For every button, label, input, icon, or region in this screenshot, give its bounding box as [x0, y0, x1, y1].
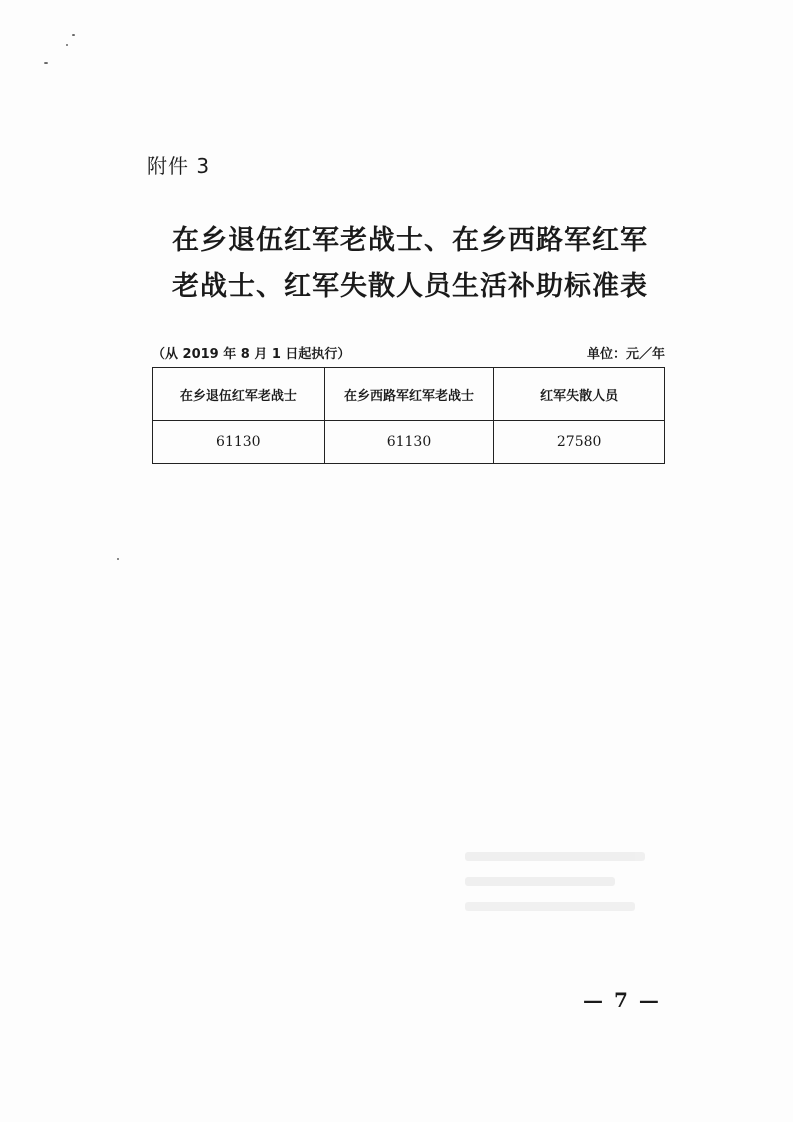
table-row	[153, 421, 665, 464]
scan-speck	[44, 62, 48, 64]
column-header-west-route-veterans: 在乡西路军红军老战士	[324, 368, 494, 421]
scan-speck	[66, 44, 68, 46]
scan-speck	[117, 558, 119, 560]
page-number: — 7 —	[583, 988, 661, 1012]
table-header-row	[153, 368, 665, 421]
unit-label: 单位：元／年	[586, 347, 665, 362]
subsidy-standard-table	[152, 367, 665, 464]
table-cell: 27580	[494, 421, 665, 464]
table-cell: 61130	[324, 421, 494, 464]
column-header-veterans: 在乡退伍红军老战士	[153, 368, 325, 421]
faint-bleed-through	[465, 852, 665, 932]
effective-date: （从 2019 年 8 月 1 日起执行）	[152, 347, 351, 362]
column-header-dispersed-personnel: 红军失散人员	[494, 368, 665, 421]
document-title	[140, 218, 680, 310]
table-meta-row	[152, 343, 665, 363]
table-cell: 61130	[153, 421, 325, 464]
document-title-line-1: 在乡退伍红军老战士、在乡西路军红军	[172, 225, 648, 256]
scan-speck	[72, 34, 75, 36]
attachment-label: 附件 3	[147, 154, 211, 178]
document-title-line-2: 老战士、红军失散人员生活补助标准表	[172, 271, 648, 302]
